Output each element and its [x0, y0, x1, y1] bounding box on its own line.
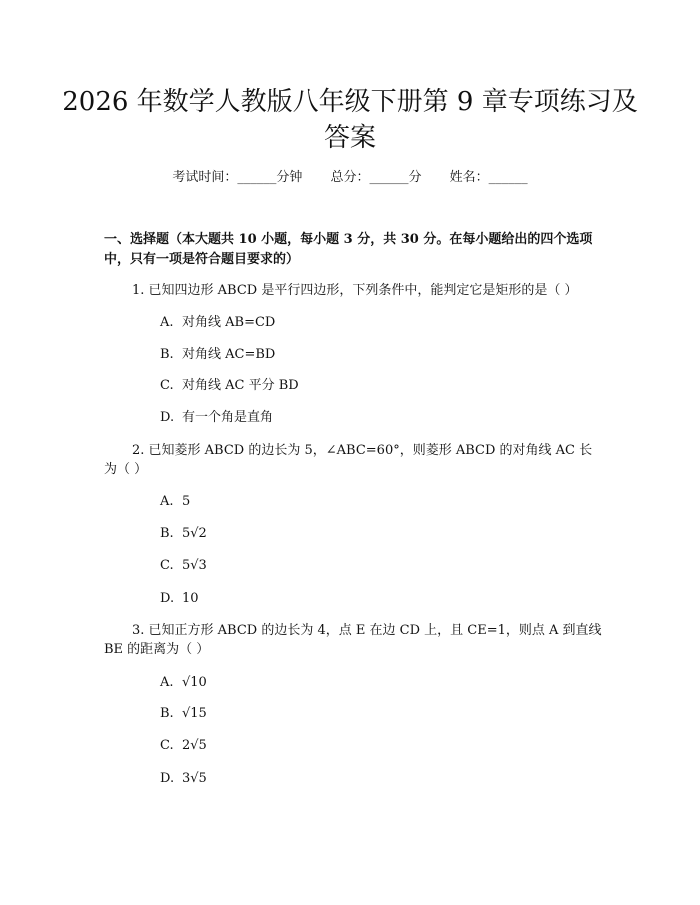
option-letter: D.	[160, 771, 175, 786]
option-text: 5√3	[182, 558, 207, 573]
question-3-option-a	[160, 674, 600, 692]
question-3-option-b	[160, 705, 600, 723]
student-name-field: 姓名：______	[449, 170, 528, 185]
question-1-option-c	[160, 377, 600, 395]
option-letter: A.	[160, 675, 174, 690]
exam-time-field: 考试时间：______分钟	[172, 170, 303, 185]
question-2-option-c	[160, 557, 600, 575]
option-text: 3√5	[182, 771, 207, 786]
option-letter: B.	[160, 347, 174, 362]
question-1-option-b	[160, 346, 600, 364]
question-1-option-a	[160, 314, 600, 332]
question-1-stem: 1. 已知四边形 ABCD 是平行四边形，下列条件中，能判定它是矩形的是（ ）	[132, 283, 578, 298]
option-text: 有一个角是直角	[182, 410, 274, 425]
option-text: 对角线 AC 平分 BD	[182, 378, 299, 393]
option-letter: D.	[160, 591, 175, 606]
option-text: 对角线 AB=CD	[182, 315, 276, 330]
question-1-option-d	[160, 409, 600, 427]
option-letter: C.	[160, 738, 174, 753]
option-letter: D.	[160, 410, 175, 425]
option-letter: B.	[160, 706, 174, 721]
option-text: 对角线 AC=BD	[182, 347, 276, 362]
option-letter: A.	[160, 315, 174, 330]
option-text: 5	[182, 494, 191, 509]
question-3-stem: 3. 已知正方形 ABCD 的边长为 4，点 E 在边 CD 上，且 CE=1，则点 A 到直线 BE 的距离为（ ）	[104, 623, 602, 657]
total-score-field: 总分：______分	[330, 170, 422, 185]
option-letter: A.	[160, 494, 174, 509]
option-letter: B.	[160, 526, 174, 541]
option-text: 10	[182, 591, 199, 606]
section-heading: 一、选择题（本大题共 10 小题，每小题 3 分，共 30 分。在每小题给出的四个选项中，只有一项是符合题目要求的）	[104, 232, 593, 267]
option-letter: C.	[160, 558, 174, 573]
question-2-option-a	[160, 493, 600, 511]
option-text: √10	[182, 675, 207, 690]
question-2-option-d	[160, 590, 600, 608]
question-2-option-b	[160, 525, 600, 543]
question-2-stem: 2. 已知菱形 ABCD 的边长为 5，∠ABC=60°，则菱形 ABCD 的对角线 AC 长为（ ）	[104, 443, 593, 477]
option-text: √15	[182, 706, 207, 721]
option-text: 2√5	[182, 738, 207, 753]
exam-info	[0, 169, 700, 187]
question-3-option-c	[160, 737, 600, 755]
option-letter: C.	[160, 378, 174, 393]
question-3-option-d	[160, 770, 600, 788]
option-text: 5√2	[182, 526, 207, 541]
page-title: 2026 年数学人教版八年级下册第 9 章专项练习及答案	[62, 87, 638, 153]
